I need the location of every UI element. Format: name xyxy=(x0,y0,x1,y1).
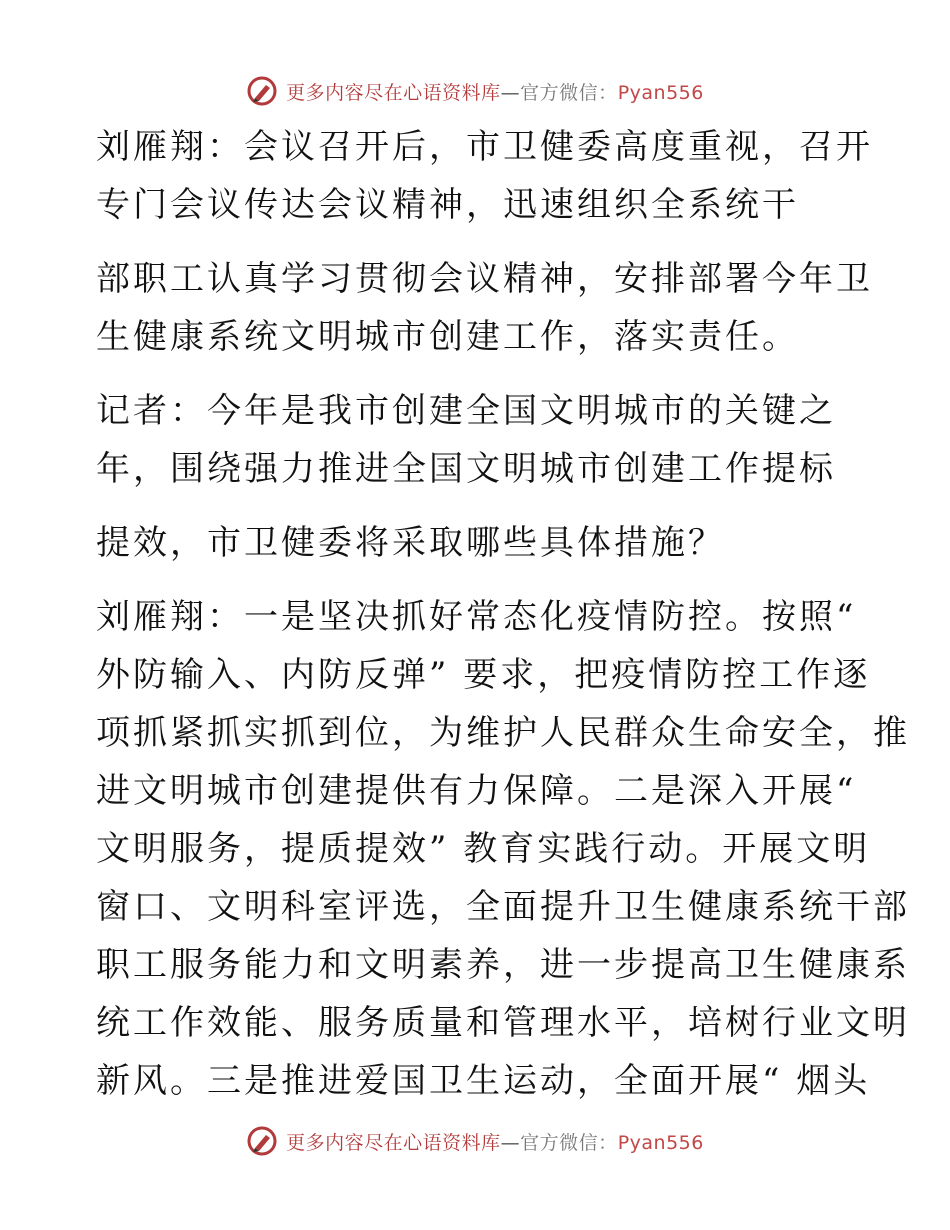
pen-logo-icon xyxy=(246,1125,278,1157)
text-line: 新风。三是推进爱国卫生运动，全面开展“ 烟头 xyxy=(96,1061,871,1101)
text-line: 统工作效能、服务质量和管理水平，培树行业文明 xyxy=(96,1003,910,1043)
watermark-brand: 更多内容尽在心语资料库 xyxy=(286,81,501,104)
text-line: 专门会议传达会议精神，迅速组织全系统干 xyxy=(96,185,799,225)
text-line: 项抓紧抓实抓到位，为维护人民群众生命安全，推 xyxy=(96,713,910,753)
watermark-bottom xyxy=(0,1124,950,1158)
text-line: 提效，市卫健委将采取哪些具体措施？ xyxy=(96,523,725,563)
watermark-text xyxy=(286,1128,704,1155)
watermark-dash: — xyxy=(500,1131,521,1154)
watermark-top xyxy=(0,74,950,108)
watermark-dash: — xyxy=(500,81,521,104)
pen-logo-icon xyxy=(246,75,278,107)
text-line: 进文明城市创建提供有力保障。二是深入开展“ xyxy=(96,771,857,811)
text-line: 刘雁翔：一是坚决抓好常态化疫情防控。按照“ xyxy=(96,597,857,637)
text-line: 记者：今年是我市创建全国文明城市的关键之 xyxy=(96,391,836,431)
text-line: 年，围绕强力推进全国文明城市创建工作提标 xyxy=(96,449,836,489)
watermark-label: 官方微信： xyxy=(520,1131,618,1154)
text-line: 生健康系统文明城市创建工作，落实责任。 xyxy=(96,317,799,357)
watermark-id: Pyan556 xyxy=(617,1131,704,1154)
text-line: 部职工认真学习贯彻会议精神，安排部署今年卫 xyxy=(96,259,873,299)
text-line: 外防输入、内防反弹” 要求，把疫情防控工作逐 xyxy=(96,655,871,695)
watermark-brand: 更多内容尽在心语资料库 xyxy=(286,1131,501,1154)
text-line: 职工服务能力和文明素养，进一步提高卫生健康系 xyxy=(96,945,910,985)
text-line: 窗口、文明科室评选，全面提升卫生健康系统干部 xyxy=(96,887,910,927)
watermark-label: 官方微信： xyxy=(520,81,618,104)
watermark-id: Pyan556 xyxy=(617,81,704,104)
text-line: 文明服务，提质提效” 教育实践行动。开展文明 xyxy=(96,829,871,869)
text-line: 刘雁翔：会议召开后，市卫健委高度重视，召开 xyxy=(96,127,873,167)
watermark-text xyxy=(286,78,704,105)
